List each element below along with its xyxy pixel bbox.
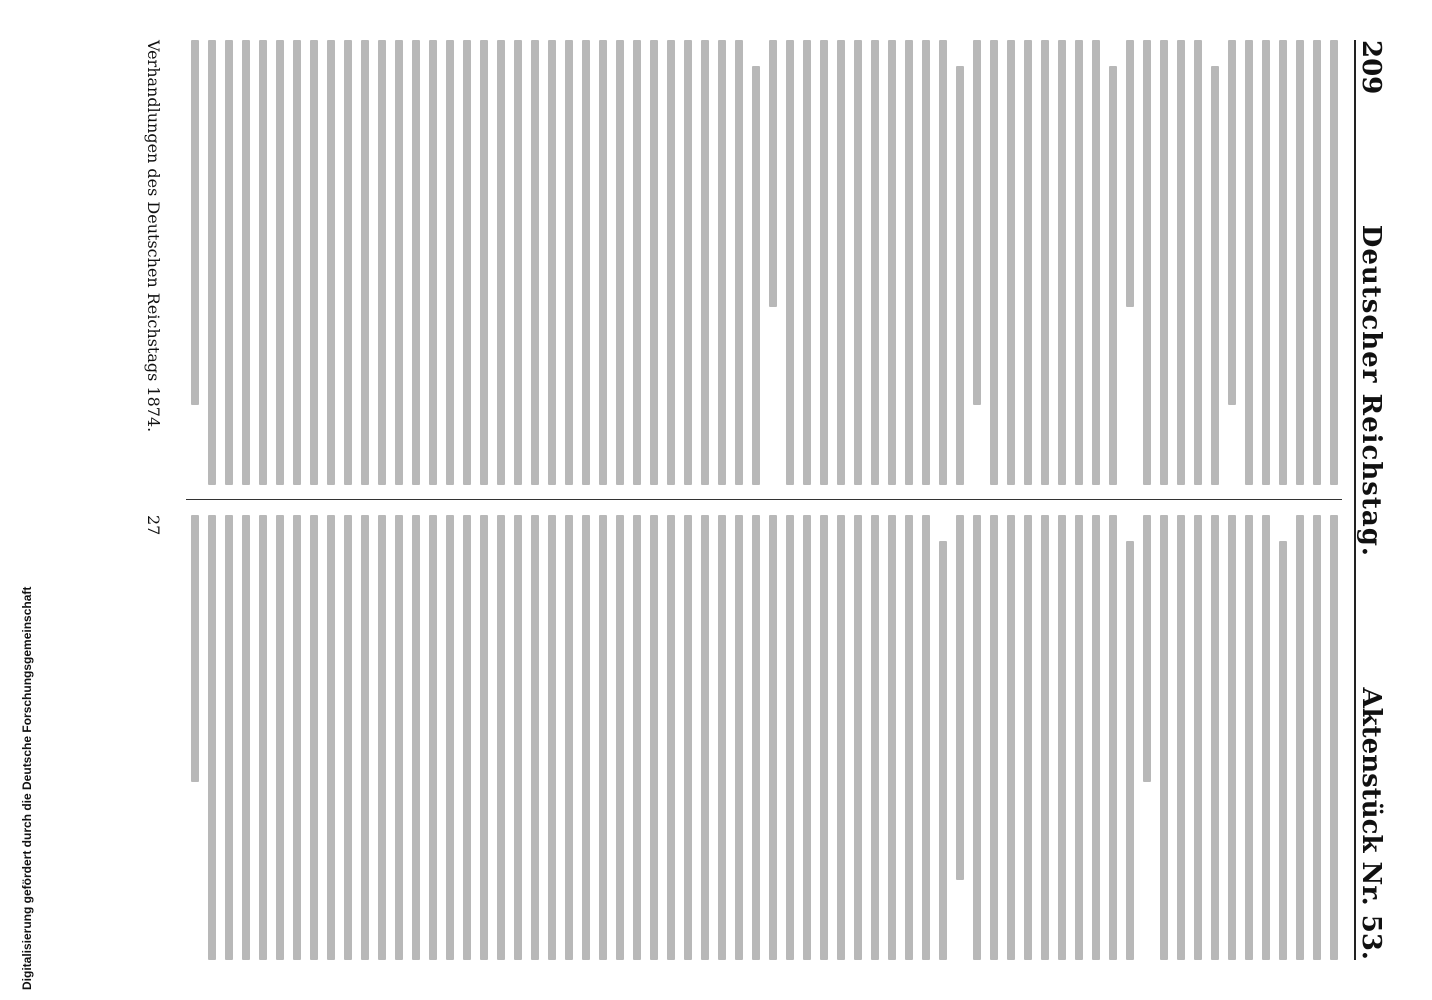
text-column-left: [186, 40, 1342, 485]
column-divider: [186, 499, 1342, 500]
page-header: [1354, 40, 1396, 960]
illegible-text-lines: [191, 40, 1342, 485]
document-number: Aktenstück Nr. 53.: [1356, 687, 1386, 960]
page-number: 209: [1356, 40, 1386, 95]
signature-mark: 27: [144, 515, 163, 536]
credit-text: Digitalisierung gefördert durch die Deutsche Forschungsgemeinschaft: [20, 586, 34, 990]
illegible-text-lines: [191, 515, 1342, 960]
page: [116, 0, 1416, 1000]
imprint: Verhandlungen des Deutschen Reichstags 1874.: [144, 40, 163, 433]
page-title: Deutscher Reichstag.: [1356, 224, 1386, 557]
digitization-credit: [20, 10, 40, 990]
text-column-right: [186, 515, 1342, 960]
